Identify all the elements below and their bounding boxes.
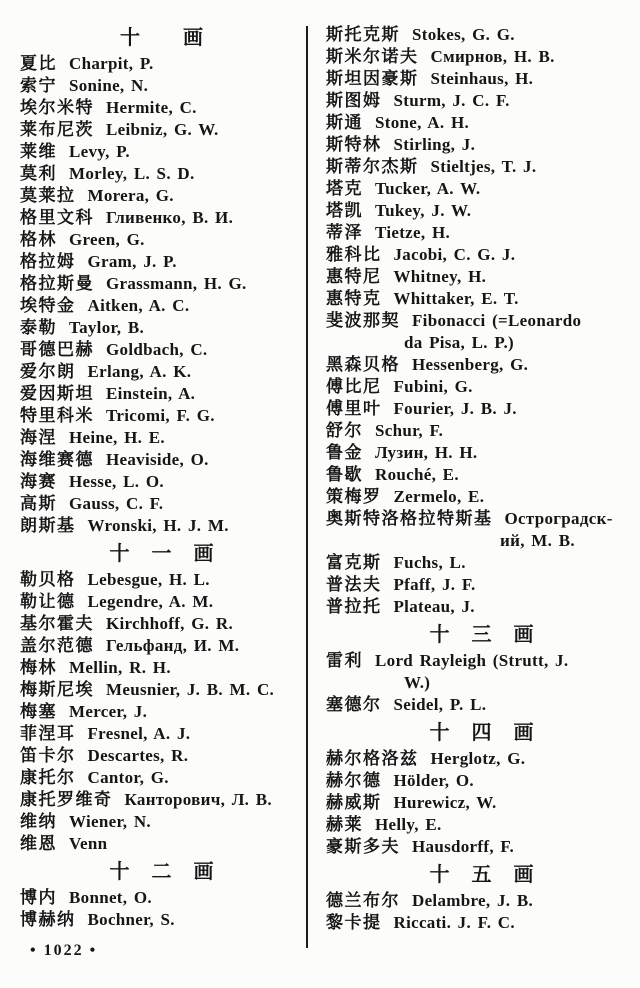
index-entry	[20, 295, 304, 317]
western-name: Taylor, B.	[69, 318, 145, 337]
western-name: Delambre, J. B.	[412, 891, 534, 910]
chinese-name: 哥德巴赫	[20, 340, 94, 359]
western-name: Schur, F.	[375, 421, 444, 440]
index-entry	[20, 833, 304, 855]
western-name: Mellin, R. H.	[69, 658, 171, 677]
index-entry	[326, 486, 638, 508]
western-name: Gram, J. P.	[87, 252, 177, 271]
western-name: Seidel, P. L.	[393, 695, 487, 714]
chinese-name: 斐波那契	[326, 311, 400, 330]
index-entry	[326, 90, 638, 112]
western-name: Tukey, J. W.	[375, 201, 472, 220]
western-name-continuation: ий, М. В.	[500, 531, 575, 550]
chinese-name: 赫尔德	[326, 771, 382, 790]
western-name: Herglotz, G.	[430, 749, 526, 768]
western-name: Tucker, A. W.	[375, 179, 481, 198]
index-entry	[20, 515, 304, 537]
chinese-name: 傅里叶	[326, 399, 382, 418]
chinese-name: 莱维	[20, 142, 57, 161]
index-entry	[326, 694, 638, 716]
western-name: Канторович, Л. В.	[124, 790, 272, 809]
western-name: Stone, A. H.	[375, 113, 470, 132]
western-name: Heine, H. E.	[69, 428, 165, 447]
index-entry	[20, 569, 304, 591]
western-name: Tietze, H.	[375, 223, 451, 242]
stroke-section-header: 十 五 画	[429, 864, 535, 886]
western-name: Morera, G.	[87, 186, 174, 205]
chinese-name: 爱尔朗	[20, 362, 76, 381]
chinese-name: 勒让德	[20, 592, 76, 611]
western-name: Stieltjes, T. J.	[430, 157, 537, 176]
western-name: Hölder, O.	[393, 771, 474, 790]
western-name: Stokes, G. G.	[412, 25, 515, 44]
index-entry	[20, 185, 304, 207]
chinese-name: 普法夫	[326, 575, 382, 594]
chinese-name: 盖尔范德	[20, 636, 94, 655]
stroke-section-header: 十 一 画	[109, 543, 215, 565]
western-name: Wronski, H. J. M.	[87, 516, 229, 535]
chinese-name: 基尔霍夫	[20, 614, 94, 633]
page-number: • 1022 •	[30, 942, 98, 959]
western-name: Lebesgue, H. L.	[87, 570, 210, 589]
chinese-name: 赫尔格洛兹	[326, 749, 419, 768]
western-name: Гельфанд, И. М.	[106, 636, 240, 655]
chinese-name: 斯特林	[326, 135, 382, 154]
index-entry	[20, 789, 304, 811]
chinese-name: 斯托克斯	[326, 25, 400, 44]
index-entry	[326, 552, 638, 574]
chinese-name: 夏比	[20, 54, 57, 73]
western-name: Stirling, J.	[393, 135, 476, 154]
chinese-name: 格拉姆	[20, 252, 76, 271]
index-entry	[326, 890, 638, 912]
chinese-name: 鲁金	[326, 443, 363, 462]
chinese-name: 策梅罗	[326, 487, 382, 506]
index-entry	[326, 134, 638, 156]
chinese-name: 赫莱	[326, 815, 363, 834]
western-name: Riccati. J. F. C.	[393, 913, 515, 932]
western-name: Hausdorff, F.	[412, 837, 515, 856]
index-entry	[326, 464, 638, 486]
chinese-name: 蒂泽	[326, 223, 363, 242]
western-name: Goldbach, C.	[106, 340, 208, 359]
chinese-name: 莫利	[20, 164, 57, 183]
index-entry	[20, 591, 304, 613]
western-name: Pfaff, J. F.	[393, 575, 476, 594]
index-entry	[20, 449, 304, 471]
western-name: Kirchhoff, G. R.	[106, 614, 234, 633]
western-name: Cantor, G.	[87, 768, 169, 787]
chinese-name: 菲涅耳	[20, 724, 76, 743]
western-name: Zermelo, E.	[393, 487, 485, 506]
chinese-name: 莱布尼茨	[20, 120, 94, 139]
western-name: Смирнов, Н. В.	[430, 47, 555, 66]
index-entry	[20, 383, 304, 405]
chinese-name: 康托罗维奇	[20, 790, 113, 809]
chinese-name: 塔克	[326, 179, 363, 198]
western-name: Steinhaus, H.	[430, 69, 534, 88]
western-name: Green, G.	[69, 230, 145, 249]
western-name: Rouché, E.	[375, 465, 459, 484]
index-entry	[326, 376, 638, 398]
index-entry	[20, 723, 304, 745]
index-entry	[20, 141, 304, 163]
chinese-name: 富克斯	[326, 553, 382, 572]
index-entry	[326, 596, 638, 618]
index-entry	[20, 163, 304, 185]
western-name: Wiener, N.	[69, 812, 151, 831]
western-name: Гливенко, В. И.	[106, 208, 234, 227]
index-entry	[326, 24, 638, 46]
chinese-name: 梅塞	[20, 702, 57, 721]
chinese-name: 雷利	[326, 651, 363, 670]
index-entry	[326, 836, 638, 858]
index-entry	[20, 657, 304, 679]
index-entry	[20, 361, 304, 383]
index-entry	[326, 398, 638, 420]
index-entry	[20, 273, 304, 295]
index-entry	[20, 613, 304, 635]
chinese-name: 埃尔米特	[20, 98, 94, 117]
index-entry	[20, 317, 304, 339]
chinese-name: 傅比尼	[326, 377, 382, 396]
index-entry	[326, 266, 638, 288]
index-entry	[326, 442, 638, 464]
western-name: Лузин, Н. Н.	[375, 443, 478, 462]
western-name: Aitken, A. C.	[87, 296, 190, 315]
western-name: Tricomi, F. G.	[106, 406, 215, 425]
right-column	[326, 24, 638, 934]
chinese-name: 梅斯尼埃	[20, 680, 94, 699]
index-entry	[326, 770, 638, 792]
chinese-name: 特里科米	[20, 406, 94, 425]
western-name: Grassmann, H. G.	[106, 274, 247, 293]
index-entry	[20, 471, 304, 493]
western-name: Sturm, J. C. F.	[393, 91, 510, 110]
western-name: Fourier, J. B. J.	[393, 399, 517, 418]
chinese-name: 斯通	[326, 113, 363, 132]
chinese-name: 海涅	[20, 428, 57, 447]
chinese-name: 维恩	[20, 834, 57, 853]
index-entry	[20, 207, 304, 229]
chinese-name: 格拉斯曼	[20, 274, 94, 293]
column-divider	[306, 26, 308, 948]
chinese-name: 惠特尼	[326, 267, 382, 286]
chinese-name: 斯米尔诺夫	[326, 47, 419, 66]
index-entry	[326, 792, 638, 814]
index-entry	[326, 222, 638, 244]
western-name: Jacobi, C. G. J.	[393, 245, 516, 264]
chinese-name: 赫威斯	[326, 793, 382, 812]
chinese-name: 黑森贝格	[326, 355, 400, 374]
western-name: Fibonacci (=Leonardo	[412, 311, 582, 330]
western-name: Fresnel, A. J.	[87, 724, 191, 743]
index-entry	[20, 427, 304, 449]
chinese-name: 海赛	[20, 472, 57, 491]
western-name: Einstein, A.	[106, 384, 196, 403]
chinese-name: 豪斯多夫	[326, 837, 400, 856]
chinese-name: 雅科比	[326, 245, 382, 264]
chinese-name: 博内	[20, 888, 57, 907]
western-name: Hurewicz, W.	[393, 793, 497, 812]
index-entry	[326, 574, 638, 596]
chinese-name: 斯图姆	[326, 91, 382, 110]
western-name: Legendre, A. M.	[87, 592, 214, 611]
index-entry	[326, 68, 638, 90]
western-name: Gauss, C. F.	[69, 494, 164, 513]
western-name: Fuchs, L.	[393, 553, 466, 572]
stroke-section-header: 十 二 画	[109, 861, 215, 883]
chinese-name: 高斯	[20, 494, 57, 513]
stroke-section-header: 十 四 画	[429, 722, 535, 744]
chinese-name: 鲁歇	[326, 465, 363, 484]
index-entry	[20, 97, 304, 119]
index-entry	[20, 405, 304, 427]
index-entry	[326, 650, 638, 672]
chinese-name: 笛卡尔	[20, 746, 76, 765]
chinese-name: 博赫纳	[20, 910, 76, 929]
western-name: Charpit, P.	[69, 54, 154, 73]
index-entry	[20, 119, 304, 141]
index-entry	[20, 53, 304, 75]
western-name: Descartes, R.	[87, 746, 189, 765]
western-name: Hessenberg, G.	[412, 355, 529, 374]
index-entry	[20, 745, 304, 767]
index-entry	[326, 156, 638, 178]
chinese-name: 德兰布尔	[326, 891, 400, 910]
western-name: Bonnet, O.	[69, 888, 152, 907]
western-name: Hermite, C.	[106, 98, 197, 117]
stroke-section-header: 十 三 画	[429, 624, 535, 646]
index-entry	[326, 354, 638, 376]
index-entry	[20, 679, 304, 701]
western-name: Lord Rayleigh (Strutt, J.	[375, 651, 569, 670]
chinese-name: 斯蒂尔杰斯	[326, 157, 419, 176]
index-entry	[20, 635, 304, 657]
index-entry	[20, 229, 304, 251]
western-name: Fubini, G.	[393, 377, 473, 396]
index-entry	[20, 909, 304, 931]
index-entry	[326, 46, 638, 68]
chinese-name: 泰勒	[20, 318, 57, 337]
index-entry	[20, 811, 304, 833]
index-entry	[20, 887, 304, 909]
chinese-name: 梅林	[20, 658, 57, 677]
western-name: Остроградск-	[504, 509, 613, 528]
chinese-name: 格里文科	[20, 208, 94, 227]
index-entry	[326, 244, 638, 266]
index-entry	[326, 112, 638, 134]
index-entry	[20, 493, 304, 515]
western-name: Hesse, L. O.	[69, 472, 164, 491]
index-entry	[20, 767, 304, 789]
western-name: Leibniz, G. W.	[106, 120, 219, 139]
western-name: Levy, P.	[69, 142, 130, 161]
chinese-name: 舒尔	[326, 421, 363, 440]
western-name: Venn	[69, 834, 108, 853]
chinese-name: 海维赛德	[20, 450, 94, 469]
western-name: Helly, E.	[375, 815, 442, 834]
western-name: Meusnier, J. B. M. C.	[106, 680, 275, 699]
index-entry	[326, 420, 638, 442]
chinese-name: 塞德尔	[326, 695, 382, 714]
chinese-name: 康托尔	[20, 768, 76, 787]
western-name-continuation: W.)	[404, 673, 431, 692]
chinese-name: 斯坦因豪斯	[326, 69, 419, 88]
chinese-name: 黎卡提	[326, 913, 382, 932]
western-name: Whittaker, E. T.	[393, 289, 519, 308]
index-entry	[326, 178, 638, 200]
index-entry	[326, 814, 638, 836]
chinese-name: 爱因斯坦	[20, 384, 94, 403]
left-column	[20, 24, 304, 931]
chinese-name: 格林	[20, 230, 57, 249]
chinese-name: 埃特金	[20, 296, 76, 315]
chinese-name: 奥斯特洛格拉特斯基	[326, 509, 493, 528]
index-entry	[326, 288, 638, 310]
index-entry	[20, 75, 304, 97]
western-name: Erlang, A. K.	[87, 362, 192, 381]
chinese-name: 勒贝格	[20, 570, 76, 589]
index-entry	[326, 200, 638, 222]
western-name: Sonine, N.	[69, 76, 149, 95]
index-entry	[326, 508, 638, 530]
chinese-name: 索宁	[20, 76, 57, 95]
index-entry	[326, 912, 638, 934]
western-name: Plateau, J.	[393, 597, 475, 616]
index-entry	[20, 701, 304, 723]
chinese-name: 惠特克	[326, 289, 382, 308]
index-entry	[20, 251, 304, 273]
western-name: Mercer, J.	[69, 702, 148, 721]
chinese-name: 朗斯基	[20, 516, 76, 535]
western-name: Whitney, H.	[393, 267, 487, 286]
chinese-name: 莫莱拉	[20, 186, 76, 205]
index-entry	[326, 310, 638, 332]
chinese-name: 塔凯	[326, 201, 363, 220]
western-name-continuation: da Pisa, L. P.)	[404, 333, 515, 352]
stroke-section-header: 十 画	[120, 27, 204, 49]
western-name: Heaviside, O.	[106, 450, 209, 469]
index-entry	[20, 339, 304, 361]
chinese-name: 普拉托	[326, 597, 382, 616]
index-entry	[326, 748, 638, 770]
western-name: Bochner, S.	[87, 910, 175, 929]
chinese-name: 维纳	[20, 812, 57, 831]
western-name: Morley, L. S. D.	[69, 164, 195, 183]
